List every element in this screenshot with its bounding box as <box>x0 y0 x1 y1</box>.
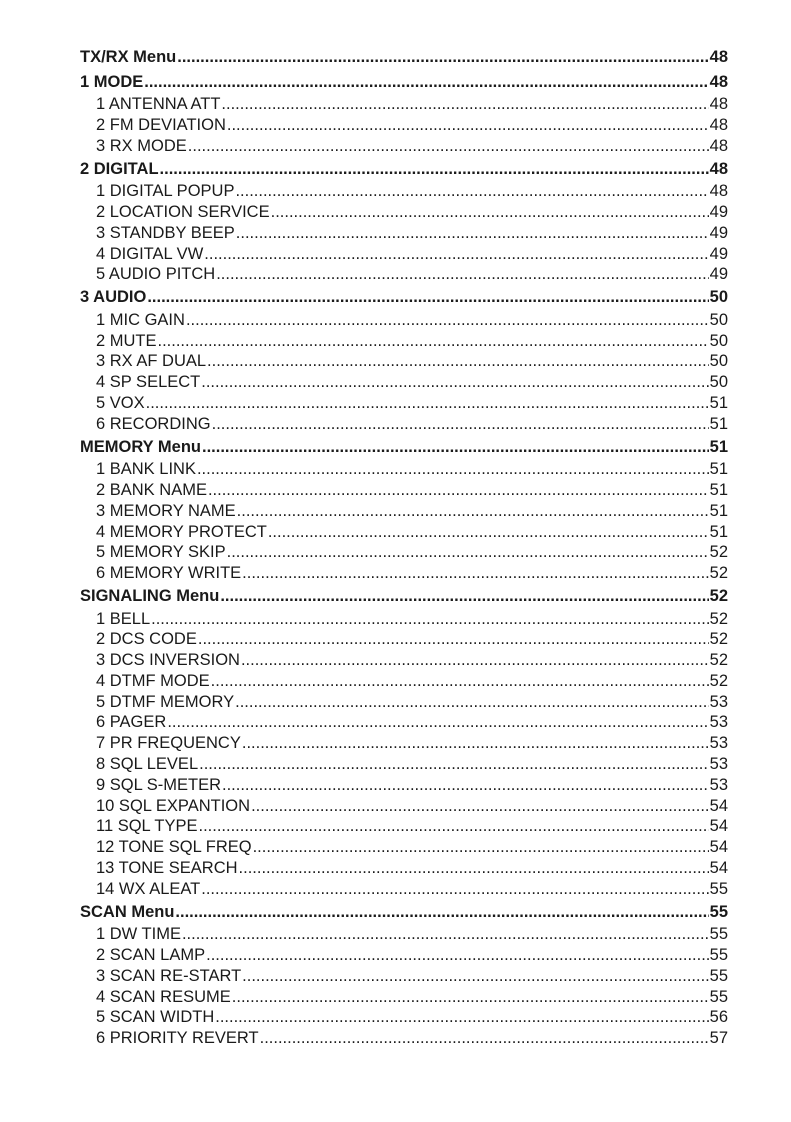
dot-leader <box>211 671 709 692</box>
toc-page-number: 50 <box>709 310 728 329</box>
dot-leader <box>206 945 709 966</box>
dot-leader <box>235 692 709 713</box>
toc-page-number: 49 <box>709 223 728 242</box>
toc-page-number: 52 <box>709 651 728 670</box>
toc-page-number: 48 <box>709 182 728 201</box>
dot-leader <box>216 264 708 285</box>
toc-entry[interactable] <box>80 414 728 435</box>
toc-entry[interactable] <box>80 310 728 331</box>
toc-entry[interactable] <box>80 1028 728 1049</box>
dot-leader <box>242 966 708 987</box>
dot-leader <box>167 712 708 733</box>
toc-page-number: 50 <box>709 352 728 371</box>
toc-page-number: 54 <box>709 838 728 857</box>
toc-entry-label: SCAN Menu <box>80 902 175 921</box>
dot-leader <box>268 522 709 543</box>
toc-entry-label: 6 RECORDING <box>96 414 211 433</box>
toc-entry[interactable] <box>80 136 728 157</box>
toc-entry[interactable] <box>80 244 728 265</box>
dot-leader <box>236 223 709 244</box>
toc-entry-label: 1 MODE <box>80 72 144 91</box>
toc-entry-label: 5 AUDIO PITCH <box>96 265 216 284</box>
toc-entry[interactable] <box>80 459 728 480</box>
toc-entry-label: 3 DCS INVERSION <box>96 651 240 670</box>
toc-page-number: 50 <box>709 288 728 307</box>
toc-entry-label: 2 LOCATION SERVICE <box>96 202 270 221</box>
toc-page-number: 48 <box>709 95 728 114</box>
toc-entry[interactable] <box>80 522 728 543</box>
toc-page-number: 51 <box>709 437 728 456</box>
toc-page-number: 51 <box>709 414 728 433</box>
toc-entry-label: 3 RX AF DUAL <box>96 352 207 371</box>
dot-leader <box>199 754 709 775</box>
toc-entry[interactable] <box>80 987 728 1008</box>
dot-leader <box>160 158 709 182</box>
toc-entry-label: 4 SP SELECT <box>96 373 201 392</box>
dot-leader <box>188 136 709 157</box>
toc-entry-label: 3 RX MODE <box>96 136 187 155</box>
toc-entry-label: 9 SQL S-METER <box>96 775 221 794</box>
toc-page-number: 51 <box>709 522 728 541</box>
toc-page-number: 55 <box>709 946 728 965</box>
toc-entry[interactable] <box>80 712 728 733</box>
toc-entry[interactable] <box>80 796 728 817</box>
toc-page-number: 51 <box>709 460 728 479</box>
toc-entry[interactable] <box>80 692 728 713</box>
toc-entry-label: 2 SCAN LAMP <box>96 946 206 965</box>
toc-entry-label: MEMORY Menu <box>80 437 202 456</box>
dot-leader <box>212 414 709 435</box>
dot-leader <box>198 629 709 650</box>
toc-page-number: 50 <box>709 331 728 350</box>
dot-leader <box>271 202 709 223</box>
dot-leader <box>175 901 708 925</box>
dot-leader <box>237 501 709 522</box>
dot-leader <box>215 1007 708 1028</box>
toc-entry[interactable] <box>80 202 728 223</box>
toc-entry-label: 5 VOX <box>96 393 145 412</box>
toc-entry[interactable] <box>80 650 728 671</box>
toc-entry[interactable] <box>80 351 728 372</box>
toc-entry-label: 3 AUDIO <box>80 288 147 307</box>
dot-leader <box>260 1028 709 1049</box>
toc-entry[interactable] <box>80 754 728 775</box>
toc-entry[interactable] <box>80 181 728 202</box>
toc-page-number: 49 <box>709 202 728 221</box>
toc-entry[interactable] <box>80 115 728 136</box>
toc-entry-label: 4 DTMF MODE <box>96 671 210 690</box>
toc-page-number: 55 <box>709 925 728 944</box>
toc-entry[interactable] <box>80 858 728 879</box>
toc-entry-label: 6 MEMORY WRITE <box>96 564 242 583</box>
toc-entry[interactable] <box>80 945 728 966</box>
toc-entry[interactable] <box>80 609 728 630</box>
toc-entry-label: 7 PR FREQUENCY <box>96 734 241 753</box>
toc-entry-label: 2 DIGITAL <box>80 159 159 178</box>
toc-page-number: 53 <box>709 692 728 711</box>
toc-entry-label: 2 FM DEVIATION <box>96 115 226 134</box>
toc-page-number: 53 <box>709 734 728 753</box>
dot-leader <box>208 480 709 501</box>
toc-page-number: 51 <box>709 393 728 412</box>
toc-section-heading[interactable] <box>80 436 728 460</box>
dot-leader <box>235 181 708 202</box>
dot-leader <box>222 775 709 796</box>
dot-leader <box>197 459 709 480</box>
toc-entry[interactable] <box>80 480 728 501</box>
dot-leader <box>239 858 709 879</box>
toc-page-number: 49 <box>709 265 728 284</box>
dot-leader <box>227 542 709 563</box>
dot-leader <box>151 609 709 630</box>
toc-section-heading[interactable] <box>80 158 728 182</box>
toc-entry-label: 11 SQL TYPE <box>96 817 198 836</box>
toc-page-number: 54 <box>709 817 728 836</box>
toc-entry-label: 1 BANK LINK <box>96 460 196 479</box>
toc-page-number: 55 <box>709 987 728 1006</box>
toc-entry-label: 1 DW TIME <box>96 925 181 944</box>
toc-page-number: 53 <box>709 755 728 774</box>
toc-page-number: 48 <box>709 159 728 178</box>
dot-leader <box>241 650 709 671</box>
dot-leader <box>251 796 709 817</box>
toc-entry[interactable] <box>80 372 728 393</box>
toc-entry[interactable] <box>80 733 728 754</box>
toc-entry-label: 8 SQL LEVEL <box>96 755 199 774</box>
toc-section-heading[interactable] <box>80 901 728 925</box>
toc-entry[interactable] <box>80 837 728 858</box>
toc-entry-label: TX/RX Menu <box>80 48 177 66</box>
toc-entry-label: 6 PRIORITY REVERT <box>96 1029 259 1048</box>
toc-entry[interactable] <box>80 331 728 352</box>
dot-leader <box>186 310 709 331</box>
toc-page-number: 55 <box>709 966 728 985</box>
dot-leader <box>199 816 709 837</box>
toc-entry[interactable] <box>80 879 728 900</box>
dot-leader <box>253 837 709 858</box>
dot-leader <box>158 331 709 352</box>
toc-entry[interactable] <box>80 671 728 692</box>
toc-page-number: 53 <box>709 775 728 794</box>
toc-page-number: 48 <box>709 48 728 66</box>
toc-page-number: 54 <box>709 859 728 878</box>
toc-entry-label: SIGNALING Menu <box>80 586 220 605</box>
dot-leader <box>147 286 708 310</box>
dot-leader <box>221 94 708 115</box>
toc-section-heading[interactable] <box>80 71 728 95</box>
toc-page-number: 48 <box>709 72 728 91</box>
toc-entry-label: 2 MUTE <box>96 331 157 350</box>
toc-entry-label: 1 MIC GAIN <box>96 310 185 329</box>
toc-page-number: 49 <box>709 244 728 263</box>
toc-page-number: 52 <box>709 609 728 628</box>
toc-entry-label: 1 BELL <box>96 609 151 628</box>
toc-entry[interactable] <box>80 775 728 796</box>
toc-entry[interactable] <box>80 563 728 584</box>
toc-entry[interactable] <box>80 94 728 115</box>
toc-entry-label: 2 DCS CODE <box>96 630 197 649</box>
dot-leader <box>227 115 709 136</box>
toc-page-number: 51 <box>709 501 728 520</box>
toc-entry[interactable] <box>80 816 728 837</box>
dot-leader <box>242 733 709 754</box>
toc-page-number: 51 <box>709 480 728 499</box>
dot-leader <box>201 372 708 393</box>
toc-page-number: 50 <box>709 373 728 392</box>
toc-page-number: 57 <box>709 1029 728 1048</box>
toc-entry[interactable] <box>80 924 728 945</box>
toc-page-number: 52 <box>709 586 728 605</box>
dot-leader <box>201 879 708 900</box>
dot-leader <box>144 71 708 95</box>
dot-leader <box>207 351 709 372</box>
dot-leader <box>204 244 708 265</box>
dot-leader <box>232 987 709 1008</box>
toc-page-number: 52 <box>709 543 728 562</box>
toc-section-heading[interactable] <box>80 46 728 70</box>
toc-page-number: 55 <box>709 902 728 921</box>
dot-leader <box>202 436 709 460</box>
toc-entry-label: 5 SCAN WIDTH <box>96 1008 215 1027</box>
toc-section-heading[interactable] <box>80 286 728 310</box>
dot-leader <box>177 46 708 70</box>
toc-entry[interactable] <box>80 501 728 522</box>
toc-entry[interactable] <box>80 629 728 650</box>
toc-entry-label: 10 SQL EXPANTION <box>96 796 251 815</box>
toc-entry-label: 5 DTMF MEMORY <box>96 692 235 711</box>
toc-page-number: 53 <box>709 713 728 732</box>
toc-entry-label: 12 TONE SQL FREQ <box>96 838 252 857</box>
toc-entry-label: 4 SCAN RESUME <box>96 987 231 1006</box>
toc-entry[interactable] <box>80 264 728 285</box>
table-of-contents <box>80 46 728 1049</box>
toc-entry[interactable] <box>80 1007 728 1028</box>
toc-entry-label: 5 MEMORY SKIP <box>96 543 226 562</box>
dot-leader <box>182 924 709 945</box>
dot-leader <box>220 585 708 609</box>
toc-entry-label: 6 PAGER <box>96 713 167 732</box>
toc-page-number: 52 <box>709 564 728 583</box>
toc-entry-label: 13 TONE SEARCH <box>96 859 238 878</box>
toc-entry-label: 1 DIGITAL POPUP <box>96 182 235 201</box>
toc-entry[interactable] <box>80 393 728 414</box>
toc-entry-label: 1 ANTENNA ATT <box>96 95 221 114</box>
toc-entry-label: 4 DIGITAL VW <box>96 244 204 263</box>
toc-entry-label: 14 WX ALEAT <box>96 879 201 898</box>
toc-entry-label: 3 SCAN RE-START <box>96 966 242 985</box>
toc-page-number: 48 <box>709 136 728 155</box>
toc-page-number: 56 <box>709 1008 728 1027</box>
dot-leader <box>242 563 708 584</box>
toc-page-number: 48 <box>709 115 728 134</box>
toc-page-number: 54 <box>709 796 728 815</box>
toc-entry[interactable] <box>80 966 728 987</box>
toc-page-number: 52 <box>709 671 728 690</box>
toc-section-heading[interactable] <box>80 585 728 609</box>
toc-page-number: 55 <box>709 879 728 898</box>
toc-entry-label: 4 MEMORY PROTECT <box>96 522 267 541</box>
toc-entry-label: 3 MEMORY NAME <box>96 501 236 520</box>
toc-entry-label: 3 STANDBY BEEP <box>96 223 235 242</box>
toc-entry[interactable] <box>80 542 728 563</box>
dot-leader <box>146 393 709 414</box>
toc-entry-label: 2 BANK NAME <box>96 480 207 499</box>
toc-entry[interactable] <box>80 223 728 244</box>
toc-page-number: 52 <box>709 630 728 649</box>
